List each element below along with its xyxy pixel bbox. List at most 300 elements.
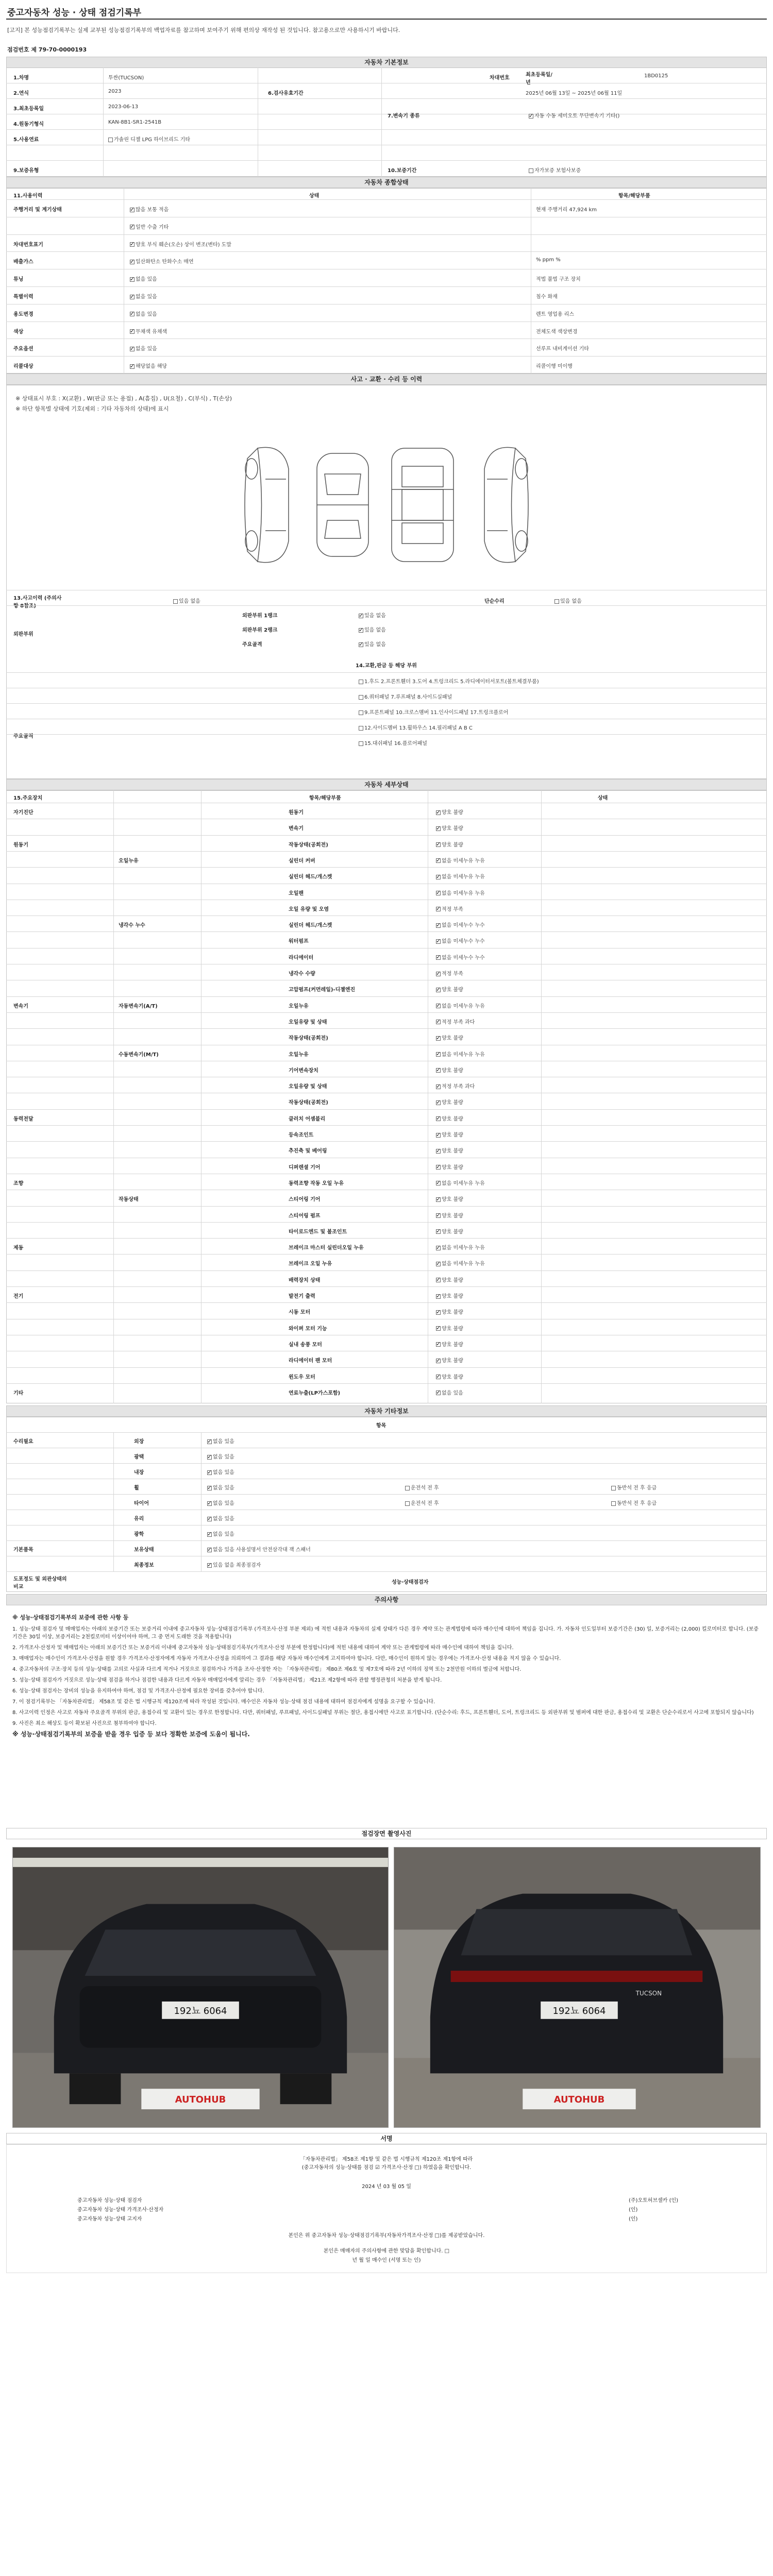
checkbox <box>130 347 135 351</box>
other-options-text: 없음 있음 사용설명서 안전삼각대 잭 스패너 <box>213 1547 311 1553</box>
checkbox <box>436 1165 441 1170</box>
detail-options-text: 양호 불량 <box>442 1036 463 1042</box>
row-divider <box>6 1012 767 1013</box>
checkbox <box>436 1262 441 1266</box>
detail-item: 작동상태(공회전) <box>289 1100 328 1106</box>
row-divider <box>6 1432 767 1433</box>
general-options <box>127 327 167 335</box>
detail-options <box>433 921 485 928</box>
checkbox <box>436 1020 441 1024</box>
warranty-options: 자가보증 보험사보증 <box>534 168 581 174</box>
checkbox <box>436 1342 441 1347</box>
detail-header-item: 항목/해당부품 <box>309 795 341 801</box>
detail-subgroup: 오일누유 <box>119 858 139 864</box>
checkbox <box>130 242 135 247</box>
other-mid-text: 운전석 전 후 <box>411 1501 439 1506</box>
detail-item: 브레이크 마스터 실린더오일 누유 <box>289 1245 364 1251</box>
row-divider <box>6 356 767 357</box>
section-notes-header: 주의사항 <box>6 1594 767 1605</box>
row-divider <box>6 234 767 235</box>
checkbox <box>436 972 441 976</box>
general-options-text: 해당없음 해당 <box>136 364 167 370</box>
row-divider <box>6 1028 767 1029</box>
general-options-text: 없음 있음 <box>136 294 157 300</box>
checkbox <box>436 1246 441 1250</box>
detail-options <box>433 808 463 816</box>
checkbox <box>436 1326 441 1331</box>
checkbox <box>436 1036 441 1041</box>
checkbox <box>436 891 441 895</box>
parts-options-text: 12.사이드멤버 13.휠하우스 14.필러패널 A B C <box>364 725 473 731</box>
notes-heading: ※ 성능·상태점검기록부의 보증에 관한 사항 등 <box>12 1614 129 1621</box>
exterior-legend-1: ※ 상태표시 부호 : X(교환) , W(판금 또는 용접) , A(흠집) , U(요철) , C(부식) , T(손상) <box>15 395 232 402</box>
detail-options-text: 없음 미세누유 누유 <box>442 1245 485 1251</box>
col-divider <box>103 67 104 177</box>
other-mid <box>402 1483 439 1491</box>
checkbox <box>436 1068 441 1073</box>
checkbox <box>207 1563 212 1568</box>
checkbox <box>436 923 441 928</box>
detail-options <box>433 1308 463 1315</box>
detail-item: 워터펌프 <box>289 939 309 945</box>
other-right-text: 동반석 전 후 응급 <box>617 1485 657 1491</box>
detail-subgroup: 냉각수 누수 <box>119 923 145 929</box>
signature-receive-2: 본인은 매매자의 주의사항에 관한 맞답을 확인합니다. □ <box>323 2248 450 2254</box>
general-label: 리콜대상 <box>13 364 33 370</box>
rank-options-text: 있음 없음 <box>364 642 386 648</box>
detail-options-text: 양호 불량 <box>442 1100 463 1106</box>
exterior-legend-2: ※ 하단 항목별 상태에 기호(제외 : 기타 자동차의 상태)에 표시 <box>15 405 169 412</box>
other-mid-text: 운전석 전 후 <box>411 1485 439 1491</box>
detail-item: 실린더 헤드/개스켓 <box>289 923 332 929</box>
col-divider <box>113 1432 114 1571</box>
general-options <box>127 344 157 352</box>
general-note: 선루프 내비게이션 기타 <box>536 346 589 352</box>
rank-options <box>356 640 386 648</box>
checkbox <box>207 1532 212 1537</box>
checkbox <box>436 1229 441 1234</box>
detail-options-text: 양호 불량 <box>442 1213 463 1219</box>
checkbox <box>130 364 135 369</box>
checkbox <box>554 599 559 604</box>
row-divider <box>6 672 767 673</box>
detail-item: 추진축 및 베어링 <box>289 1148 327 1155</box>
other-item: 유리 <box>134 1516 144 1522</box>
signature-line-2: (중고자동차의 성능·상태를 점검 ☑ 가격조사·산정 □) 하였음을 확인합니다. <box>301 2165 472 2171</box>
detail-options <box>433 840 463 848</box>
front-photo <box>12 1847 389 2128</box>
signature-seller-value: (인) <box>629 2216 638 2222</box>
checkbox <box>359 680 363 684</box>
detail-item: 오일누유 <box>289 1003 309 1009</box>
row-divider <box>6 160 767 161</box>
detail-options-text: 없음 미세누수 누수 <box>442 923 485 929</box>
row-divider <box>6 605 767 606</box>
general-label: 튜닝 <box>13 277 24 283</box>
detail-options-text: 없음 있음 <box>442 1390 463 1396</box>
other-options-text: 없음 있음 <box>213 1470 234 1476</box>
checkbox <box>207 1501 212 1506</box>
checkbox <box>529 168 533 173</box>
signature-inspector-label: 중고자동차 성능·상태 점검자 <box>77 2198 142 2204</box>
checkbox <box>207 1470 212 1475</box>
basic-value-engine: KAN-8B1-SR1-2541B <box>108 120 162 125</box>
checkbox <box>405 1486 410 1490</box>
detail-subgroup: 작동상태 <box>119 1197 139 1203</box>
checkbox <box>130 260 135 264</box>
checkbox <box>359 710 363 715</box>
detail-options-text: 양호 불량 <box>442 1116 463 1122</box>
row-divider <box>6 1302 767 1303</box>
row-divider <box>6 1383 767 1384</box>
rank-options <box>356 611 386 619</box>
row-divider <box>6 1367 767 1368</box>
detail-options <box>433 985 463 993</box>
basic-label-fuel: 5.사용연료 <box>13 137 39 143</box>
checkbox <box>207 1517 212 1521</box>
general-options <box>127 292 157 300</box>
detail-item: 냉각수 수량 <box>289 971 315 977</box>
other-header: 항목 <box>376 1423 386 1429</box>
other-mid <box>402 1499 439 1506</box>
detail-options-text: 양호 불량 <box>442 1164 463 1171</box>
note-item: 9. 사진은 최소 해상도 등이 확보된 사진으로 첨부하여야 합니다. <box>12 1721 157 1726</box>
general-options <box>127 310 157 317</box>
checkbox <box>173 599 178 604</box>
detail-item: 배력장치 상태 <box>289 1277 321 1283</box>
note-item: 3. 매매업자는 매수인이 가격조사·산정을 원할 경우 가격조사·산정자에게 자동차 가격조사·산정을 의뢰하여 그 결과를 해당 자동차 매수인에게 고지하여야 합니다. 다만, 매수인이 원하지 않는 경우에는 가격조사·산정 내용을 적지 않을 수 있습니다. <box>12 1656 561 1662</box>
note-item: 5. 성능·상태 점검자가 거짓으로 성능·상태 점검을 하거나 점검한 내용과 다르게 자동차 매매업자에게 알리는 경우 「자동차관리법」 제21조 제2항에 따라 관할 행정관청의 처분을 받게 됩니다. <box>12 1677 442 1683</box>
detail-item: 변속기 <box>289 826 304 832</box>
document-number: 점검번호 제 79-70-0000193 <box>7 46 87 53</box>
detail-options-text: 적정 부족 과다 <box>442 1019 475 1025</box>
detail-options <box>433 937 485 944</box>
detail-header-state: 상태 <box>598 795 608 801</box>
detail-item: 라디에이터 <box>289 955 314 961</box>
detail-item: 발전기 출력 <box>289 1294 315 1299</box>
document-title: 중고자동차 성능 · 상태 점검기록부 <box>7 8 142 18</box>
general-options <box>127 240 231 248</box>
detail-options-text: 양호 불량 <box>442 1132 463 1138</box>
checkbox <box>436 1391 441 1395</box>
other-group: 수리필요 <box>13 1439 33 1445</box>
detail-item: 라디에이터 팬 모터 <box>289 1358 332 1364</box>
checkbox <box>130 225 135 229</box>
general-options-text: 일산화탄소 탄화수소 매연 <box>136 259 194 265</box>
checkbox <box>359 726 363 731</box>
detail-group: 기타 <box>13 1390 24 1396</box>
note-item: 8. 사고이력 인정은 사고로 자동차 주요골격 부위의 판금, 용접수리 및 교환이 있는 경우로 한정합니다. 다만, 쿼터패널, 루프패널, 사이드실패널 부위는 절단, 용접시에만 사고로 표기합니다. (단순수리: 후드, 프론트휀더, 도어, 트렁크리드 등 외판부위 및 범퍼에 대한 판금, 용접수리 및 교환은 단순수리로서 사고에 포함되지 않습니다) <box>12 1710 754 1716</box>
other-item: 외장 <box>134 1439 144 1445</box>
detail-item: 타이로드엔드 및 볼조인트 <box>289 1229 347 1235</box>
checkbox <box>436 826 441 831</box>
checkbox <box>436 1149 441 1154</box>
general-label: 특별이력 <box>13 294 33 300</box>
exterior-side-label-1: 외판부위 <box>13 632 33 637</box>
detail-options-text: 없음 미세누유 누유 <box>442 858 485 864</box>
signature-price-label: 중고자동차 성능·상태 가격조사·산정자 <box>77 2207 164 2213</box>
checkbox <box>436 1213 441 1218</box>
detail-options-text: 적정 부족 <box>442 971 463 977</box>
other-right <box>608 1483 657 1491</box>
basic-label-inspect-period: 6.검사유효기간 <box>268 91 304 96</box>
section-exterior-header: 사고 · 교환 · 수리 등 이력 <box>6 374 767 385</box>
detail-item: 실린더 헤드/개스켓 <box>289 874 332 880</box>
general-note: % ppm % <box>536 257 561 263</box>
rank-options <box>356 625 386 633</box>
detail-group: 원동기 <box>13 842 28 848</box>
simple-repair-options: 있음 없음 <box>560 599 582 604</box>
checkbox <box>436 1100 441 1105</box>
accident-label: 13.사고이력 (주의사항 8참조) <box>13 596 62 609</box>
row-divider <box>6 98 767 99</box>
checkbox <box>436 1052 441 1057</box>
row-divider <box>6 1206 767 1207</box>
signature-seller-label: 중고자동차 성능·상태 고지자 <box>77 2216 142 2222</box>
detail-options <box>433 1259 485 1267</box>
row-divider <box>6 1141 767 1142</box>
detail-options-text: 없음 미세누수 누수 <box>442 955 485 961</box>
row-divider <box>6 1222 767 1223</box>
detail-options-text: 양호 불량 <box>442 810 463 816</box>
basic-label-warranty-period: 10.보증기간 <box>388 168 417 174</box>
general-options-text: 없음 있음 <box>136 277 157 283</box>
general-note: 현재 주행거리 47,924 km <box>536 207 597 213</box>
notice-text: [고지] 본 성능점검기록부는 실제 교부된 성능점검기록부의 백업자료를 참고하며 보여주기 위해 편의상 재작성 된 것입니다. 참고용으로만 사용하시기 바랍니다. <box>7 27 400 33</box>
detail-group: 전기 <box>13 1294 24 1299</box>
checkbox <box>436 1181 441 1185</box>
detail-options <box>433 1050 485 1058</box>
checkbox <box>436 1359 441 1363</box>
basic-label-year: 2.연식 <box>13 91 29 96</box>
detail-options <box>433 856 485 864</box>
checkbox <box>207 1439 212 1444</box>
rank-options-text: 있음 없음 <box>364 613 386 619</box>
detail-options <box>433 1243 485 1251</box>
other-options-text: 없음 있음 <box>213 1454 234 1460</box>
rear-badge-text: TUCSON <box>635 1989 662 1997</box>
other-options-text: 있음 없음 최종점검자 <box>213 1563 261 1568</box>
detail-item: 스티어링 기어 <box>289 1197 321 1203</box>
detail-options <box>433 824 463 832</box>
general-label: 배출가스 <box>13 259 33 265</box>
general-note: 리콜이행 미이행 <box>536 364 573 370</box>
detail-options-text: 양호 불량 <box>442 1358 463 1364</box>
row-divider <box>6 1125 767 1126</box>
detail-table <box>6 790 767 1403</box>
checkbox <box>436 955 441 960</box>
detail-options <box>433 1098 463 1106</box>
rear-logo-text: AUTOHUB <box>553 2094 605 2106</box>
general-label: 주요옵션 <box>13 346 33 352</box>
basic-label-vin: 차대번호 <box>490 75 510 81</box>
basic-value-inspect-period: 2025년 06월 13일 ~ 2025년 06월 11일 <box>526 91 623 96</box>
detail-options-text: 없음 미세누유 누유 <box>442 1261 485 1267</box>
detail-options-text: 양호 불량 <box>442 1277 463 1283</box>
simple-repair-value <box>551 597 582 604</box>
checkbox <box>359 741 363 746</box>
car-left-side-view <box>245 447 289 562</box>
detail-item: 클러치 어셈블리 <box>289 1116 326 1122</box>
row-divider <box>6 1254 767 1255</box>
detail-options <box>433 905 463 912</box>
checkbox <box>359 614 363 618</box>
checkbox <box>436 875 441 879</box>
fuel-options: 가솔린 디젤 LPG 하이브리드 기타 <box>114 137 190 143</box>
general-options <box>127 223 169 230</box>
note-item: 4. 중고자동차의 구조·장치 등의 성능·상태를 고의로 사실과 다르게 적거나 거짓으로 점검하거나 가격을 조사·산정한 자는 「자동차관리법」 제80조 제6호 및 제7호에 따라 2년 이하의 징역 또는 2천만원 이하의 벌금에 처합니다. <box>12 1667 522 1672</box>
general-note: 적법 불법 구조 장치 <box>536 277 581 283</box>
checkbox <box>359 628 363 633</box>
other-options-text: 없음 있음 <box>213 1532 234 1537</box>
checkbox <box>359 642 363 647</box>
general-label: 차대번호표기 <box>13 242 43 248</box>
car-diagram-svg <box>227 438 546 572</box>
basic-value-fuel <box>105 135 190 143</box>
note-item: 6. 성능·상태 점검자는 장비의 성능을 유지하여야 하며, 점검 및 가격조사·산정에 필요한 장비를 갖추어야 합니다. <box>12 1688 264 1694</box>
section-other-header: 자동차 기타정보 <box>6 1405 767 1417</box>
row-divider <box>6 1571 767 1572</box>
other-options-text: 없음 있음 <box>213 1439 234 1445</box>
detail-options <box>433 872 485 880</box>
other-options <box>204 1530 234 1537</box>
section-detail-header: 자동차 세부상태 <box>6 779 767 790</box>
basic-label-model: 1.차명 <box>13 75 29 81</box>
signature-date: 2024 년 03 월 05 일 <box>362 2184 411 2190</box>
detail-item: 오일유량 및 상태 <box>289 1019 327 1025</box>
detail-options-text: 적정 부족 <box>442 906 463 912</box>
checkbox <box>436 1133 441 1138</box>
row-divider <box>6 835 767 836</box>
detail-options-text: 양호 불량 <box>442 1326 463 1332</box>
checkbox <box>359 695 363 700</box>
other-options <box>204 1468 234 1476</box>
checkbox <box>436 858 441 863</box>
parts-options <box>356 708 508 716</box>
general-note: 침수 화재 <box>536 294 558 300</box>
section-basic-header: 자동차 기본정보 <box>6 57 767 68</box>
detail-options-text: 적정 부족 과다 <box>442 1084 475 1090</box>
general-label: 용도변경 <box>13 311 33 317</box>
detail-options <box>433 1146 463 1154</box>
col-divider <box>541 790 542 1403</box>
detail-options-text: 양호 불량 <box>442 1342 463 1348</box>
row-divider <box>6 286 767 287</box>
other-item: 보유상태 <box>134 1547 154 1553</box>
detail-options-text: 양호 불량 <box>442 1148 463 1155</box>
row-divider <box>6 734 767 735</box>
other-item: 타이어 <box>134 1501 149 1506</box>
general-label: 색상 <box>13 329 24 335</box>
detail-options-text: 양호 불량 <box>442 1294 463 1299</box>
other-options <box>204 1437 234 1445</box>
other-options <box>204 1545 311 1553</box>
other-right-text: 동반석 전 후 응급 <box>617 1501 657 1506</box>
detail-options <box>433 969 463 977</box>
checkbox <box>436 1278 441 1282</box>
transmission-options: 자동 수동 세미오토 무단변속기 기타() <box>534 113 620 119</box>
basic-label-engine: 4.원동기형식 <box>13 122 44 127</box>
rear-photo <box>394 1847 761 2128</box>
exterior-side-label-2: 주요골격 <box>13 734 33 739</box>
car-diagram <box>227 438 546 572</box>
basic-value-first-reg: 1BD0125 <box>644 73 668 79</box>
accident-value <box>170 597 200 604</box>
detail-options <box>433 1033 463 1041</box>
detail-item: 시동 모터 <box>289 1310 311 1316</box>
row-divider <box>6 931 767 932</box>
detail-options <box>433 1082 475 1090</box>
checkbox <box>611 1486 616 1490</box>
parts-options <box>356 692 452 700</box>
detail-item: 작동상태(공회전) <box>289 1036 328 1042</box>
accident-options: 있음 없음 <box>179 599 200 604</box>
checkbox <box>436 1004 441 1008</box>
other-group: 기본품목 <box>13 1547 33 1553</box>
general-options-text: 많음 보통 적음 <box>136 207 169 213</box>
checkbox <box>436 1375 441 1379</box>
row-divider <box>6 1463 767 1464</box>
note-item: 2. 가격조사·산정자 및 매매업자는 아래의 보증기간 또는 보증거리 이내에 중고자동차 성능·상태점검기록부(가격조사·산정 부분에 한정합니다)에 적힌 내용에 대하여 계약 또는 관계법령에 따라 매수인에 대하여 책임을 집니다. <box>12 1645 514 1651</box>
general-options-text: 없음 있음 <box>136 346 157 352</box>
parts-title: 14.교환,판금 등 해당 부위 <box>356 663 417 669</box>
general-note: 렌트 영업용 리스 <box>536 311 574 317</box>
other-item: 휠 <box>134 1485 139 1491</box>
checkbox <box>436 939 441 944</box>
notes-footer: ※ 성능·상태점검기록부의 보증을 받을 경우 입증 등 보다 정확한 보증에 도움이 됩니다. <box>12 1731 250 1738</box>
basic-label-transmission: 7.변속기 종류 <box>388 113 420 119</box>
detail-options <box>433 1179 485 1187</box>
checkbox <box>207 1455 212 1460</box>
title-rule <box>6 19 767 20</box>
general-options-text: 양호 부식 훼손(오손) 상이 변조(변타) 도말 <box>136 242 232 248</box>
row-divider <box>6 1109 767 1110</box>
general-header-usage: 11.사용이력 <box>13 193 43 199</box>
row-divider <box>6 1525 767 1526</box>
car-front-view <box>317 453 368 556</box>
other-options-text: 없음 있음 <box>213 1501 234 1506</box>
other-options-text: 없음 있음 <box>213 1516 234 1522</box>
detail-options-text: 없음 미세누유 누유 <box>442 1003 485 1009</box>
section-signature-header: 서명 <box>6 2133 767 2144</box>
detail-options-text: 없음 미세누유 누유 <box>442 874 485 880</box>
detail-item: 오일 유량 및 오염 <box>289 906 329 912</box>
detail-group: 제동 <box>13 1245 24 1251</box>
basic-label-first-reg: 최초등록일/년 <box>526 72 552 86</box>
basic-label-warranty-type: 9.보증유형 <box>13 168 39 174</box>
general-options-text: 없음 있음 <box>136 311 157 317</box>
detail-options <box>433 1002 485 1009</box>
checkbox <box>130 312 135 316</box>
detail-header-device: 15.주요장치 <box>13 795 43 801</box>
checkbox-auto <box>529 114 533 118</box>
detail-options-text: 양호 불량 <box>442 1229 463 1235</box>
detail-options <box>433 1292 463 1299</box>
checkbox <box>436 1294 441 1299</box>
car-right-side-view <box>484 447 528 562</box>
detail-options <box>433 1018 475 1025</box>
detail-options <box>433 1211 463 1219</box>
signature-line-1: 「자동차관리법」 제58조 제1항 및 같은 법 시행규칙 제120조 제1항에 따라 <box>300 2157 473 2162</box>
general-options <box>127 275 157 282</box>
detail-options-text: 양호 불량 <box>442 1067 463 1074</box>
detail-item: 오일유량 및 상태 <box>289 1084 327 1090</box>
section-photos-header: 점검장면 촬영사진 <box>6 1828 767 1839</box>
signature-inspector-value: (주)오토허브셀카 (인) <box>629 2198 679 2204</box>
detail-group: 변속기 <box>13 1003 28 1009</box>
checkbox <box>108 138 113 142</box>
checkbox <box>130 208 135 212</box>
